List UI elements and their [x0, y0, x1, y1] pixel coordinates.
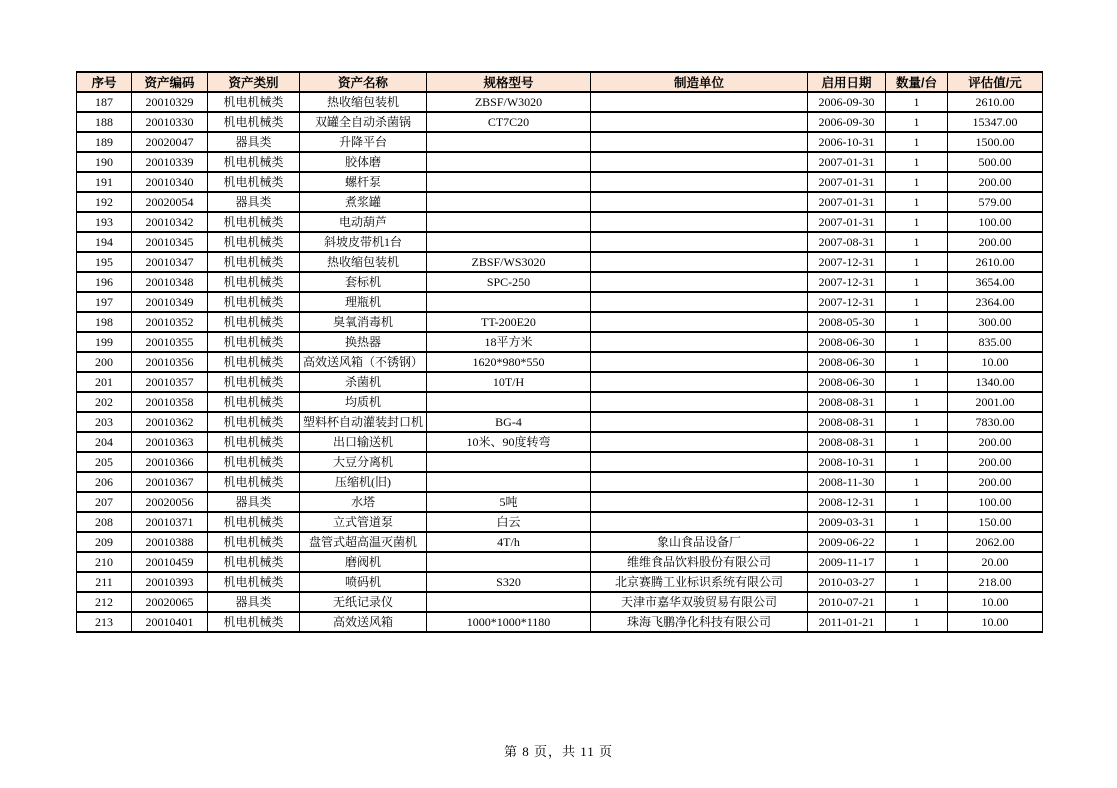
cell-asset-name: 磨阀机 — [300, 552, 427, 572]
cell-asset-code: 20010357 — [132, 372, 208, 392]
cell-asset-code: 20010367 — [132, 472, 208, 492]
cell-asset-name: 热收缩包装机 — [300, 252, 427, 272]
cell-serial: 199 — [77, 332, 132, 352]
cell-asset-name: 胶体磨 — [300, 152, 427, 172]
cell-spec-model: 1620*980*550 — [427, 352, 591, 372]
cell-quantity: 1 — [886, 352, 948, 372]
cell-value: 200.00 — [948, 432, 1043, 452]
cell-manufacturer — [591, 432, 808, 452]
cell-asset-name: 出口输送机 — [300, 432, 427, 452]
cell-asset-name: 螺杆泵 — [300, 172, 427, 192]
cell-start-date: 2008-06-30 — [808, 352, 886, 372]
cell-start-date: 2008-11-30 — [808, 472, 886, 492]
cell-start-date: 2007-12-31 — [808, 252, 886, 272]
cell-category: 器具类 — [208, 192, 300, 212]
table-row — [77, 332, 1043, 352]
cell-start-date: 2008-12-31 — [808, 492, 886, 512]
col-header-start-date: 启用日期 — [808, 72, 886, 92]
cell-asset-code: 20010388 — [132, 532, 208, 552]
cell-category: 机电机械类 — [208, 392, 300, 412]
cell-value: 200.00 — [948, 232, 1043, 252]
cell-spec-model: 10米、90度转弯 — [427, 432, 591, 452]
cell-serial: 191 — [77, 172, 132, 192]
cell-spec-model: 5吨 — [427, 492, 591, 512]
cell-asset-code: 20020047 — [132, 132, 208, 152]
cell-spec-model — [427, 192, 591, 212]
cell-asset-code: 20020065 — [132, 592, 208, 612]
cell-serial: 201 — [77, 372, 132, 392]
table-row — [77, 412, 1043, 432]
cell-asset-code: 20010342 — [132, 212, 208, 232]
cell-quantity: 1 — [886, 292, 948, 312]
header-row — [77, 72, 1043, 92]
cell-asset-name: 盘管式超高温灭菌机 — [300, 532, 427, 552]
table-row — [77, 232, 1043, 252]
cell-value: 1340.00 — [948, 372, 1043, 392]
cell-quantity: 1 — [886, 152, 948, 172]
cell-category: 机电机械类 — [208, 312, 300, 332]
cell-manufacturer — [591, 132, 808, 152]
cell-asset-code: 20010339 — [132, 152, 208, 172]
cell-value: 2062.00 — [948, 532, 1043, 552]
cell-category: 机电机械类 — [208, 452, 300, 472]
cell-value: 500.00 — [948, 152, 1043, 172]
cell-category: 机电机械类 — [208, 292, 300, 312]
cell-category: 机电机械类 — [208, 572, 300, 592]
cell-asset-name: 塑料杯自动灌装封口机 — [300, 412, 427, 432]
cell-value: 218.00 — [948, 572, 1043, 592]
cell-spec-model — [427, 472, 591, 492]
cell-start-date: 2008-06-30 — [808, 372, 886, 392]
cell-asset-name: 升降平台 — [300, 132, 427, 152]
cell-asset-name: 杀菌机 — [300, 372, 427, 392]
cell-asset-code: 20010355 — [132, 332, 208, 352]
cell-category: 机电机械类 — [208, 352, 300, 372]
cell-spec-model: 4T/h — [427, 532, 591, 552]
cell-start-date: 2007-08-31 — [808, 232, 886, 252]
cell-asset-code: 20020054 — [132, 192, 208, 212]
cell-category: 机电机械类 — [208, 612, 300, 632]
cell-category: 机电机械类 — [208, 212, 300, 232]
cell-manufacturer: 天津市嘉华双骏贸易有限公司 — [591, 592, 808, 612]
cell-serial: 206 — [77, 472, 132, 492]
cell-asset-name: 套标机 — [300, 272, 427, 292]
cell-serial: 195 — [77, 252, 132, 272]
cell-serial: 213 — [77, 612, 132, 632]
cell-serial: 207 — [77, 492, 132, 512]
cell-serial: 192 — [77, 192, 132, 212]
cell-spec-model — [427, 552, 591, 572]
cell-manufacturer — [591, 392, 808, 412]
cell-spec-model — [427, 292, 591, 312]
cell-asset-code: 20010329 — [132, 92, 208, 112]
cell-quantity: 1 — [886, 552, 948, 572]
cell-manufacturer — [591, 512, 808, 532]
cell-value: 1500.00 — [948, 132, 1043, 152]
cell-category: 机电机械类 — [208, 92, 300, 112]
cell-category: 机电机械类 — [208, 552, 300, 572]
cell-category: 机电机械类 — [208, 232, 300, 252]
table-row — [77, 532, 1043, 552]
cell-asset-code: 20010363 — [132, 432, 208, 452]
cell-value: 10.00 — [948, 592, 1043, 612]
cell-start-date: 2010-03-27 — [808, 572, 886, 592]
cell-spec-model — [427, 152, 591, 172]
table-row — [77, 132, 1043, 152]
col-header-asset-name: 资产名称 — [300, 72, 427, 92]
cell-spec-model — [427, 392, 591, 412]
cell-start-date: 2007-01-31 — [808, 152, 886, 172]
cell-quantity: 1 — [886, 492, 948, 512]
cell-category: 机电机械类 — [208, 332, 300, 352]
cell-value: 200.00 — [948, 172, 1043, 192]
cell-serial: 204 — [77, 432, 132, 452]
cell-manufacturer — [591, 192, 808, 212]
cell-asset-name: 理瓶机 — [300, 292, 427, 312]
col-header-asset-code: 资产编码 — [132, 72, 208, 92]
cell-spec-model — [427, 452, 591, 472]
table-row — [77, 272, 1043, 292]
cell-asset-name: 水塔 — [300, 492, 427, 512]
cell-serial: 209 — [77, 532, 132, 552]
cell-value: 200.00 — [948, 472, 1043, 492]
cell-serial: 190 — [77, 152, 132, 172]
cell-spec-model — [427, 232, 591, 252]
cell-serial: 205 — [77, 452, 132, 472]
col-header-value: 评估值/元 — [948, 72, 1043, 92]
asset-table-container — [76, 71, 1042, 633]
cell-value: 3654.00 — [948, 272, 1043, 292]
table-row — [77, 552, 1043, 572]
cell-value: 10.00 — [948, 612, 1043, 632]
cell-category: 机电机械类 — [208, 472, 300, 492]
cell-quantity: 1 — [886, 612, 948, 632]
cell-serial: 189 — [77, 132, 132, 152]
cell-start-date: 2007-01-31 — [808, 192, 886, 212]
cell-category: 器具类 — [208, 592, 300, 612]
cell-asset-code: 20010362 — [132, 412, 208, 432]
cell-start-date: 2008-08-31 — [808, 392, 886, 412]
cell-spec-model: ZBSF/WS3020 — [427, 252, 591, 272]
cell-quantity: 1 — [886, 192, 948, 212]
cell-asset-name: 煮浆罐 — [300, 192, 427, 212]
cell-spec-model: TT-200E20 — [427, 312, 591, 332]
cell-start-date: 2007-12-31 — [808, 292, 886, 312]
cell-serial: 202 — [77, 392, 132, 412]
cell-manufacturer — [591, 312, 808, 332]
cell-category: 器具类 — [208, 492, 300, 512]
cell-asset-code: 20010347 — [132, 252, 208, 272]
cell-quantity: 1 — [886, 532, 948, 552]
table-header — [77, 72, 1043, 92]
cell-start-date: 2007-01-31 — [808, 172, 886, 192]
cell-serial: 208 — [77, 512, 132, 532]
cell-start-date: 2008-08-31 — [808, 432, 886, 452]
cell-start-date: 2011-01-21 — [808, 612, 886, 632]
cell-asset-code: 20010401 — [132, 612, 208, 632]
table-row — [77, 512, 1043, 532]
cell-value: 2610.00 — [948, 92, 1043, 112]
cell-start-date: 2006-10-31 — [808, 132, 886, 152]
cell-category: 机电机械类 — [208, 272, 300, 292]
cell-spec-model: 10T/H — [427, 372, 591, 392]
cell-manufacturer — [591, 352, 808, 372]
cell-quantity: 1 — [886, 172, 948, 192]
cell-manufacturer — [591, 112, 808, 132]
cell-value: 2001.00 — [948, 392, 1043, 412]
cell-value: 100.00 — [948, 212, 1043, 232]
cell-serial: 188 — [77, 112, 132, 132]
cell-start-date: 2008-08-31 — [808, 412, 886, 432]
cell-manufacturer: 维维食品饮料股份有限公司 — [591, 552, 808, 572]
cell-spec-model — [427, 592, 591, 612]
col-header-serial: 序号 — [77, 72, 132, 92]
cell-value: 7830.00 — [948, 412, 1043, 432]
cell-quantity: 1 — [886, 372, 948, 392]
table-row — [77, 372, 1043, 392]
cell-asset-code: 20010330 — [132, 112, 208, 132]
cell-asset-code: 20010459 — [132, 552, 208, 572]
cell-asset-name: 电动葫芦 — [300, 212, 427, 232]
cell-start-date: 2006-09-30 — [808, 92, 886, 112]
table-row — [77, 212, 1043, 232]
table-row — [77, 252, 1043, 272]
cell-value: 10.00 — [948, 352, 1043, 372]
table-row — [77, 192, 1043, 212]
cell-category: 机电机械类 — [208, 112, 300, 132]
cell-serial: 193 — [77, 212, 132, 232]
cell-spec-model — [427, 172, 591, 192]
table-row — [77, 312, 1043, 332]
cell-asset-name: 压缩机(旧) — [300, 472, 427, 492]
cell-start-date: 2007-01-31 — [808, 212, 886, 232]
cell-asset-name: 热收缩包装机 — [300, 92, 427, 112]
table-row — [77, 452, 1043, 472]
cell-asset-code: 20020056 — [132, 492, 208, 512]
cell-quantity: 1 — [886, 112, 948, 132]
cell-asset-name: 立式管道泵 — [300, 512, 427, 532]
page-number-footer: 第 8 页，共 11 页 — [503, 744, 614, 759]
table-row — [77, 292, 1043, 312]
cell-manufacturer — [591, 332, 808, 352]
cell-serial: 197 — [77, 292, 132, 312]
cell-manufacturer — [591, 272, 808, 292]
col-header-category: 资产类别 — [208, 72, 300, 92]
cell-spec-model: 白云 — [427, 512, 591, 532]
table-row — [77, 432, 1043, 452]
cell-category: 机电机械类 — [208, 532, 300, 552]
cell-asset-code: 20010340 — [132, 172, 208, 192]
table-row — [77, 572, 1043, 592]
cell-manufacturer: 象山食品设备厂 — [591, 532, 808, 552]
col-header-quantity: 数量/台 — [886, 72, 948, 92]
cell-quantity: 1 — [886, 232, 948, 252]
cell-manufacturer: 北京赛腾工业标识系统有限公司 — [591, 572, 808, 592]
cell-start-date: 2007-12-31 — [808, 272, 886, 292]
cell-value: 100.00 — [948, 492, 1043, 512]
cell-manufacturer — [591, 492, 808, 512]
cell-manufacturer — [591, 372, 808, 392]
cell-value: 835.00 — [948, 332, 1043, 352]
cell-asset-code: 20010358 — [132, 392, 208, 412]
cell-serial: 203 — [77, 412, 132, 432]
asset-table — [76, 71, 1043, 633]
cell-quantity: 1 — [886, 512, 948, 532]
cell-asset-name: 高效送风箱 — [300, 612, 427, 632]
table-row — [77, 472, 1043, 492]
cell-serial: 210 — [77, 552, 132, 572]
cell-spec-model: SPC-250 — [427, 272, 591, 292]
cell-spec-model: 18平方米 — [427, 332, 591, 352]
table-row — [77, 172, 1043, 192]
cell-value: 579.00 — [948, 192, 1043, 212]
cell-manufacturer — [591, 472, 808, 492]
cell-asset-code: 20010356 — [132, 352, 208, 372]
cell-value: 15347.00 — [948, 112, 1043, 132]
cell-serial: 194 — [77, 232, 132, 252]
cell-serial: 212 — [77, 592, 132, 612]
table-row — [77, 112, 1043, 132]
cell-asset-name: 喷码机 — [300, 572, 427, 592]
cell-category: 机电机械类 — [208, 152, 300, 172]
cell-manufacturer — [591, 292, 808, 312]
cell-asset-name: 换热器 — [300, 332, 427, 352]
cell-asset-name: 高效送风箱（不锈钢） — [300, 352, 427, 372]
cell-manufacturer — [591, 92, 808, 112]
cell-quantity: 1 — [886, 592, 948, 612]
cell-spec-model: ZBSF/W3020 — [427, 92, 591, 112]
cell-start-date: 2008-06-30 — [808, 332, 886, 352]
table-body — [77, 92, 1043, 632]
table-row — [77, 352, 1043, 372]
cell-start-date: 2009-03-31 — [808, 512, 886, 532]
cell-spec-model — [427, 132, 591, 152]
cell-manufacturer — [591, 252, 808, 272]
cell-asset-name: 无纸记录仪 — [300, 592, 427, 612]
cell-quantity: 1 — [886, 332, 948, 352]
col-header-manufacturer: 制造单位 — [591, 72, 808, 92]
cell-value: 2364.00 — [948, 292, 1043, 312]
cell-quantity: 1 — [886, 272, 948, 292]
cell-asset-code: 20010371 — [132, 512, 208, 532]
cell-serial: 200 — [77, 352, 132, 372]
cell-asset-name: 大豆分离机 — [300, 452, 427, 472]
cell-value: 20.00 — [948, 552, 1043, 572]
cell-start-date: 2006-09-30 — [808, 112, 886, 132]
cell-spec-model: 1000*1000*1180 — [427, 612, 591, 632]
cell-value: 2610.00 — [948, 252, 1043, 272]
table-row — [77, 152, 1043, 172]
cell-spec-model: BG-4 — [427, 412, 591, 432]
cell-spec-model: S320 — [427, 572, 591, 592]
cell-quantity: 1 — [886, 132, 948, 152]
cell-quantity: 1 — [886, 212, 948, 232]
cell-start-date: 2009-06-22 — [808, 532, 886, 552]
cell-manufacturer — [591, 412, 808, 432]
cell-manufacturer — [591, 232, 808, 252]
cell-value: 150.00 — [948, 512, 1043, 532]
cell-category: 机电机械类 — [208, 512, 300, 532]
table-row — [77, 392, 1043, 412]
cell-category: 机电机械类 — [208, 252, 300, 272]
cell-category: 机电机械类 — [208, 172, 300, 192]
table-row — [77, 92, 1043, 112]
cell-quantity: 1 — [886, 252, 948, 272]
col-header-spec-model: 规格型号 — [427, 72, 591, 92]
cell-start-date: 2010-07-21 — [808, 592, 886, 612]
cell-quantity: 1 — [886, 312, 948, 332]
cell-manufacturer — [591, 152, 808, 172]
table-row — [77, 612, 1043, 632]
cell-quantity: 1 — [886, 92, 948, 112]
cell-manufacturer — [591, 212, 808, 232]
cell-asset-code: 20010393 — [132, 572, 208, 592]
cell-quantity: 1 — [886, 432, 948, 452]
cell-category: 器具类 — [208, 132, 300, 152]
cell-asset-code: 20010345 — [132, 232, 208, 252]
cell-asset-name: 臭氧消毒机 — [300, 312, 427, 332]
cell-asset-name: 均质机 — [300, 392, 427, 412]
cell-quantity: 1 — [886, 452, 948, 472]
cell-start-date: 2009-11-17 — [808, 552, 886, 572]
cell-serial: 187 — [77, 92, 132, 112]
cell-start-date: 2008-10-31 — [808, 452, 886, 472]
cell-asset-name: 斜坡皮带机1台 — [300, 232, 427, 252]
table-row — [77, 492, 1043, 512]
cell-asset-code: 20010349 — [132, 292, 208, 312]
cell-category: 机电机械类 — [208, 412, 300, 432]
cell-asset-code: 20010366 — [132, 452, 208, 472]
cell-quantity: 1 — [886, 572, 948, 592]
cell-spec-model: CT7C20 — [427, 112, 591, 132]
cell-quantity: 1 — [886, 392, 948, 412]
cell-serial: 211 — [77, 572, 132, 592]
cell-quantity: 1 — [886, 472, 948, 492]
cell-value: 200.00 — [948, 452, 1043, 472]
cell-quantity: 1 — [886, 412, 948, 432]
cell-serial: 198 — [77, 312, 132, 332]
cell-serial: 196 — [77, 272, 132, 292]
cell-manufacturer — [591, 172, 808, 192]
cell-asset-code: 20010352 — [132, 312, 208, 332]
table-row — [77, 592, 1043, 612]
cell-asset-code: 20010348 — [132, 272, 208, 292]
cell-category: 机电机械类 — [208, 432, 300, 452]
cell-start-date: 2008-05-30 — [808, 312, 886, 332]
cell-manufacturer: 珠海飞鹏净化科技有限公司 — [591, 612, 808, 632]
cell-category: 机电机械类 — [208, 372, 300, 392]
cell-asset-name: 双罐全自动杀菌锅 — [300, 112, 427, 132]
cell-spec-model — [427, 212, 591, 232]
cell-manufacturer — [591, 452, 808, 472]
cell-value: 300.00 — [948, 312, 1043, 332]
